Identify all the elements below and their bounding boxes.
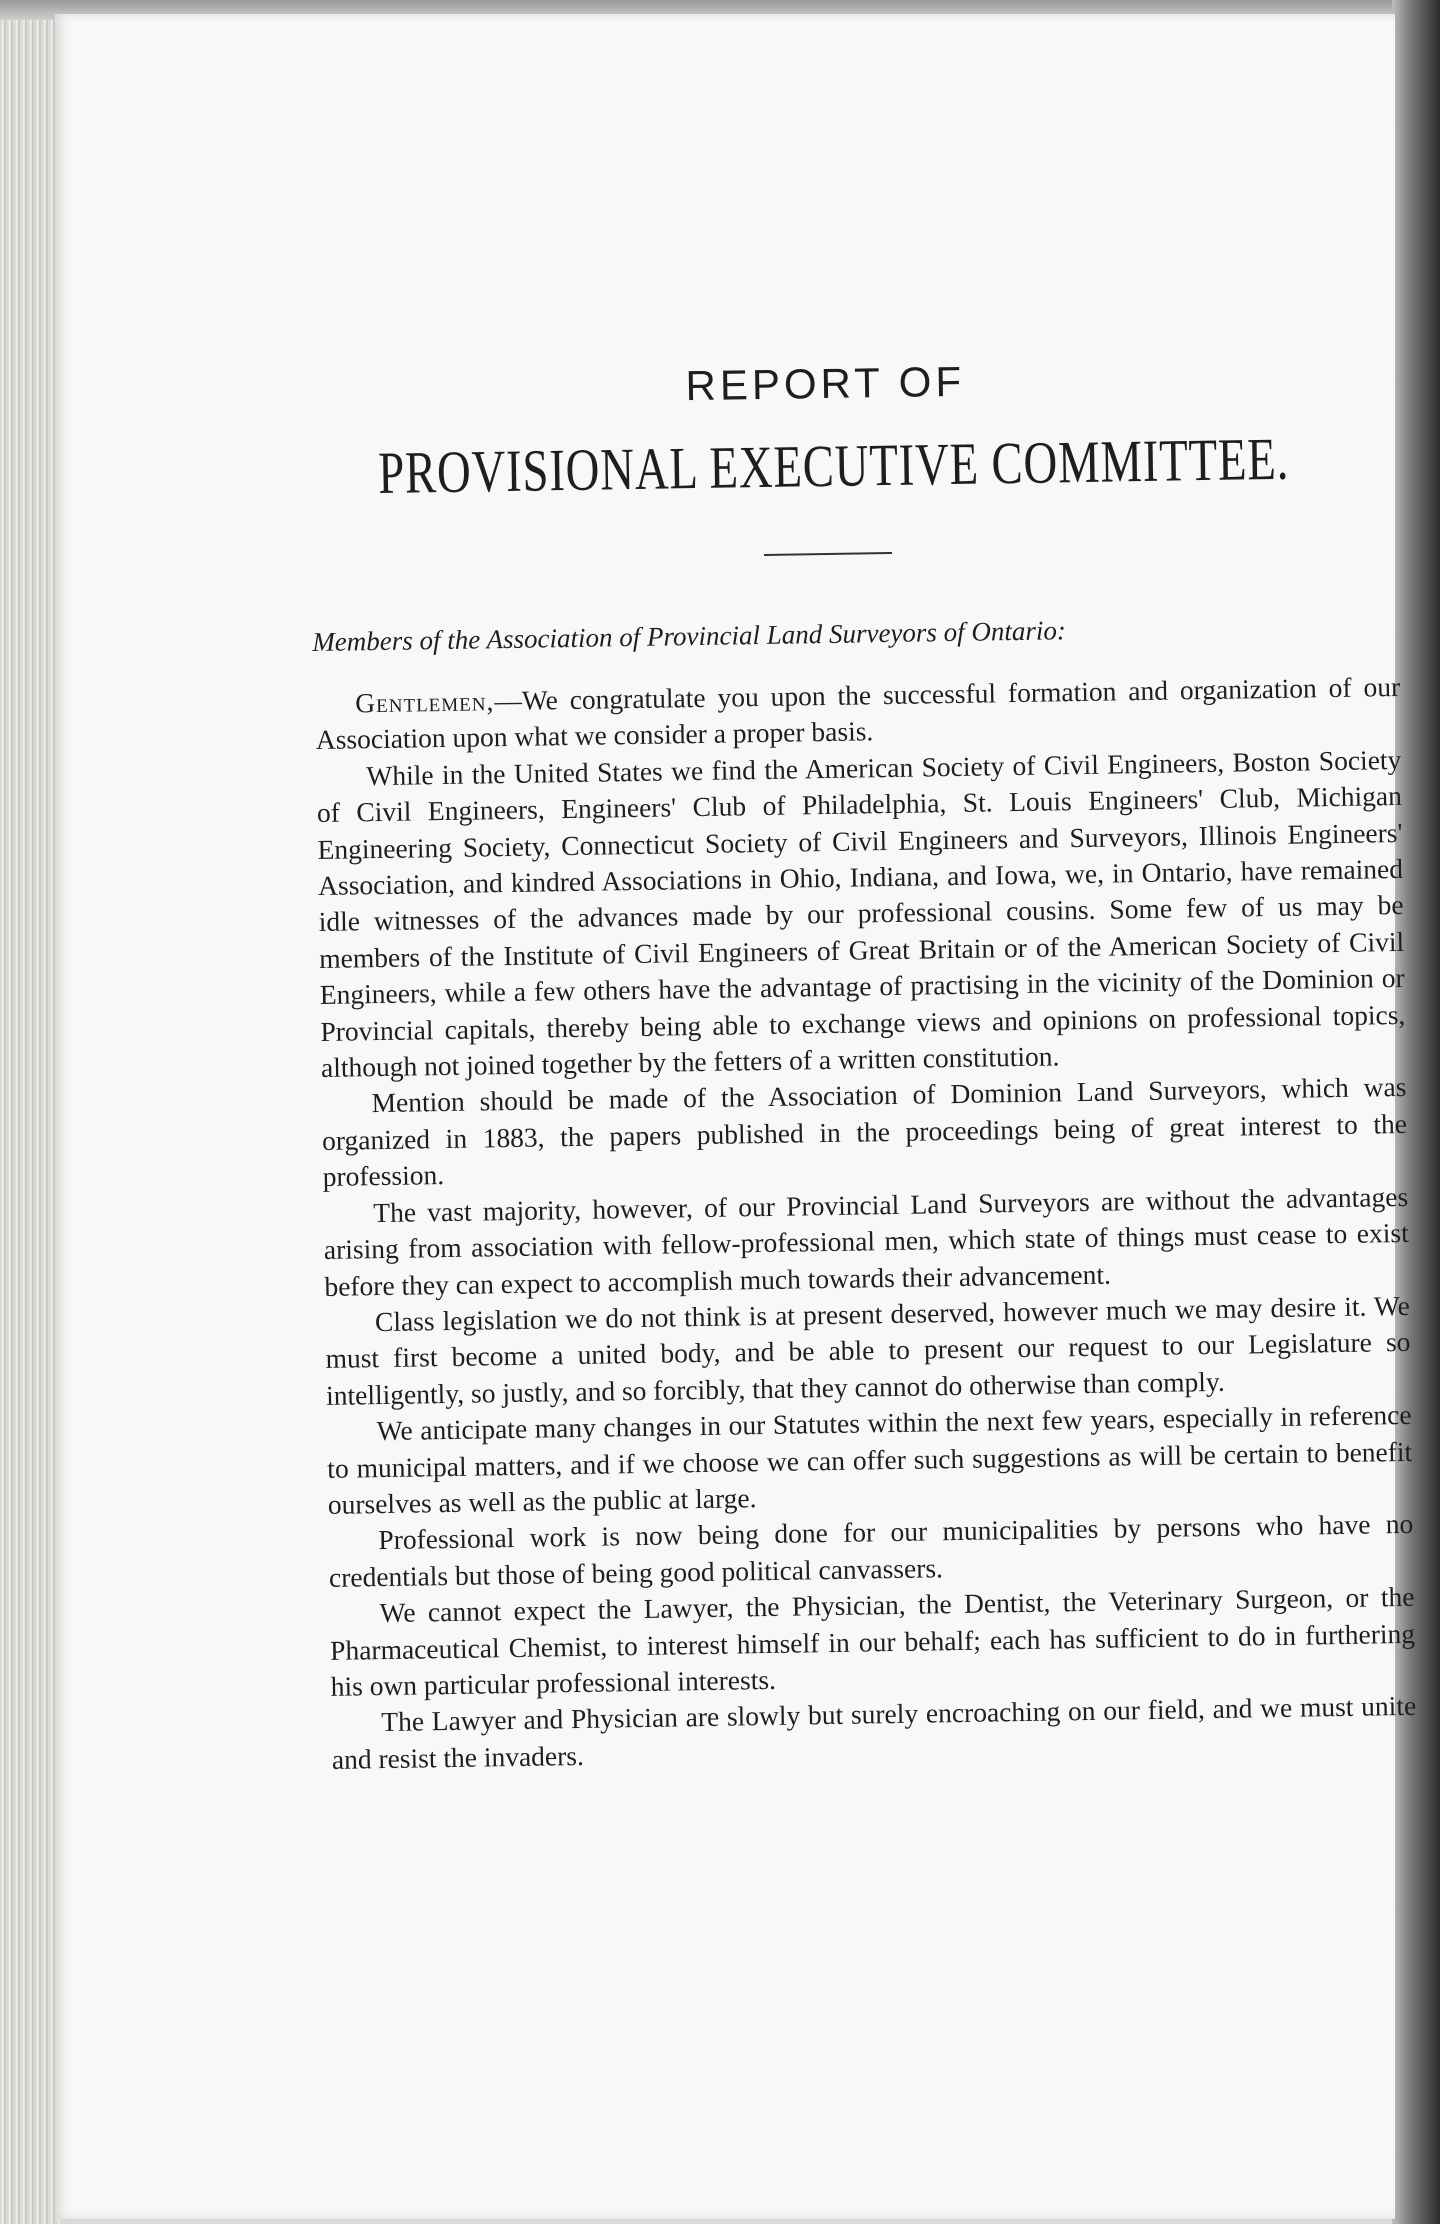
- book-page-stack: [0, 20, 60, 2224]
- paragraph-4: The vast majority, however, of our Provincial Land Surveyors are without the advantages arising from association with fellow-professional men, which state of things must cease to exist before they can expect to accomplish much towards their advancement.: [323, 1180, 1409, 1302]
- report-title: PROVISIONAL EXECUTIVE COMMITTEE.: [377, 425, 1290, 506]
- report-body: [315, 669, 1417, 1778]
- salutation-lead: Gentlemen,: [355, 685, 495, 719]
- paragraph-1-text: —We congratulate you upon the successful formation and organization of our Association upon what we consider a proper basis.: [315, 670, 1401, 756]
- paragraph-7: Professional work is now being done for our municipalities by persons who have no credentials but those of being good political canvassers.: [328, 1508, 1414, 1593]
- paragraph-9: The Lawyer and Physician are slowly but surely encroaching on our field, and we must unite and resist the invaders.: [331, 1690, 1417, 1775]
- paragraph-3: Mention should be made of the Association of Dominion Land Surveyors, which was organized in 1883, the papers published in the proceedings being of great interest to the profession.: [321, 1071, 1408, 1193]
- report-heading: REPORT OF: [685, 357, 966, 410]
- paragraph-5: Class legislation we do not think is at present deserved, however much we may desire it. We must first become a united body, and be able to present our request to our Legislature so intelligently, so justly, and so forcibly, that they cannot do otherwise than comply.: [325, 1289, 1411, 1411]
- salutation: Members of the Association of Provincial Land Surveyors of Ontario:: [312, 615, 1067, 658]
- paragraph-2: While in the United States we find the American Society of Civil Engineers, Boston Society of Civil Engineers, Engineers' Club of Philadelphia, St. Louis Engineers' Club, Michigan Engineering Society, Connecticut Society of Civil Engineers and Surveyors, Illinois Engineers' Association, and kindred Associations in Ohio, Indiana, and Iowa, we, in Ontario, have remained idle witnesses of the advances made by our professional cousins. Some few of us may be members of the Institute of Civil Engineers of Great Britain or of the American Society of Civil Engineers, while a few others have the advantage of practising in the vicinity of the Dominion or Provincial capitals, thereby being able to exchange views and opinions on professional topics, although not joined together by the fetters of a written constitution.: [316, 743, 1406, 1084]
- paragraph-8: We cannot expect the Lawyer, the Physician, the Dentist, the Veterinary Surgeon, or the Pharmaceutical Chemist, to interest himself in our behalf; each has sufficient to do in furthering his own particular professional interests.: [329, 1581, 1416, 1702]
- title-divider: [764, 552, 892, 556]
- page-content: [250, 351, 1422, 1779]
- paragraph-6: We anticipate many changes in our Statutes within the next few years, especially in reference to municipal matters, and if we choose we can offer such suggestions as will be certain to benefit ourselves as well as the public at large.: [327, 1399, 1413, 1520]
- book-page: [55, 14, 1417, 2219]
